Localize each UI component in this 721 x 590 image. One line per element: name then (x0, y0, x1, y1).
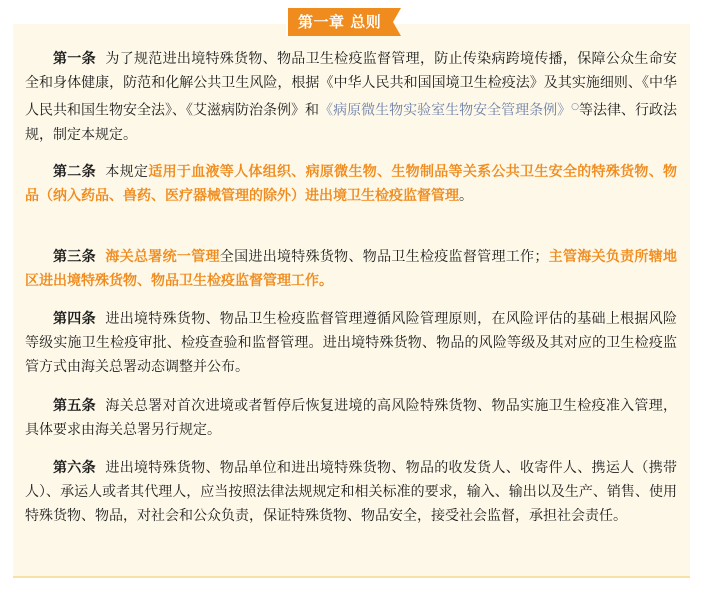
article-1-text-end: 等法律、行政法规，制定本规定。 (25, 102, 678, 143)
article-5 (25, 394, 677, 442)
chapter-title: 第一章 总则 (298, 13, 382, 31)
article-6-text: 进出境特殊货物、物品单位和进出境特殊货物、物品的收发货人、收寄件人、携运人（携带人）、承运人或者其代理人，应当按照法律法规规定和相关标准的要求，输入、输出以及生产、销售、使用特殊货物、物品，对社会和公众负责，保证特殊货物、物品安全，接受社会监督，承担社会责任。 (25, 460, 678, 524)
article-3-label: 第三条 (53, 249, 96, 265)
chapter-title-banner (286, 8, 393, 36)
article-4-label: 第四条 (53, 311, 96, 327)
article-1-label: 第一条 (53, 51, 96, 67)
article-2-text: 本规定 (105, 164, 149, 180)
article-3-text: 全国进出境特殊货物、物品卫生检疫监督管理工作； (219, 249, 549, 265)
reference-marker[interactable]: ○ (571, 102, 579, 112)
article-5-text: 海关总署对首次进境或者暂停后恢复进境的高风险特殊货物、物品实施卫生检疫准入管理，具体要求由海关总署另行规定。 (25, 398, 678, 438)
article-2-label: 第二条 (53, 164, 96, 180)
article-1 (25, 47, 677, 147)
article-3-highlight-a: 海关总署统一管理 (105, 249, 220, 265)
regulation-link[interactable]: 《病原微生物实验室生物安全管理条例》 (319, 102, 572, 119)
article-6 (25, 456, 677, 528)
article-2 (25, 160, 677, 208)
article-3 (25, 245, 677, 293)
article-2-highlight: 适用于血液等人体组织、病原微生物、生物制品等关系公共卫生安全的特殊货物、物品（纳入药品、兽药、医疗器械管理的除外）进出境卫生检疫监督管理 (25, 164, 678, 204)
panel-bottom-divider (13, 576, 690, 578)
article-2-text-end: 。 (459, 188, 473, 204)
article-4-text: 进出境特殊货物、物品卫生检疫监督管理遵循风险管理原则，在风险评估的基础上根据风险等级实施卫生检疫审批、检疫查验和监督管理。进出境特殊货物、物品的风险等级及其对应的卫生检疫监管方式由海关总署动态调整并公布。 (25, 311, 678, 375)
article-6-label: 第六条 (53, 460, 96, 476)
article-1-text: 为了规范进出境特殊货物、物品卫生检疫监督管理，防止传染病跨境传播，保障公众生命安全和身体健康，防范和化解公共卫生风险，根据《中华人民共和国国境卫生检疫法》及其实施细则、《中华人民共和国生物安全法》、《艾滋病防治条例》和 (25, 51, 678, 119)
article-4 (25, 307, 677, 379)
article-5-label: 第五条 (53, 398, 96, 414)
article-3-highlight-b: 主管海关负责所辖地区进出境特殊货物、物品卫生检疫监督管理工作。 (25, 249, 678, 289)
